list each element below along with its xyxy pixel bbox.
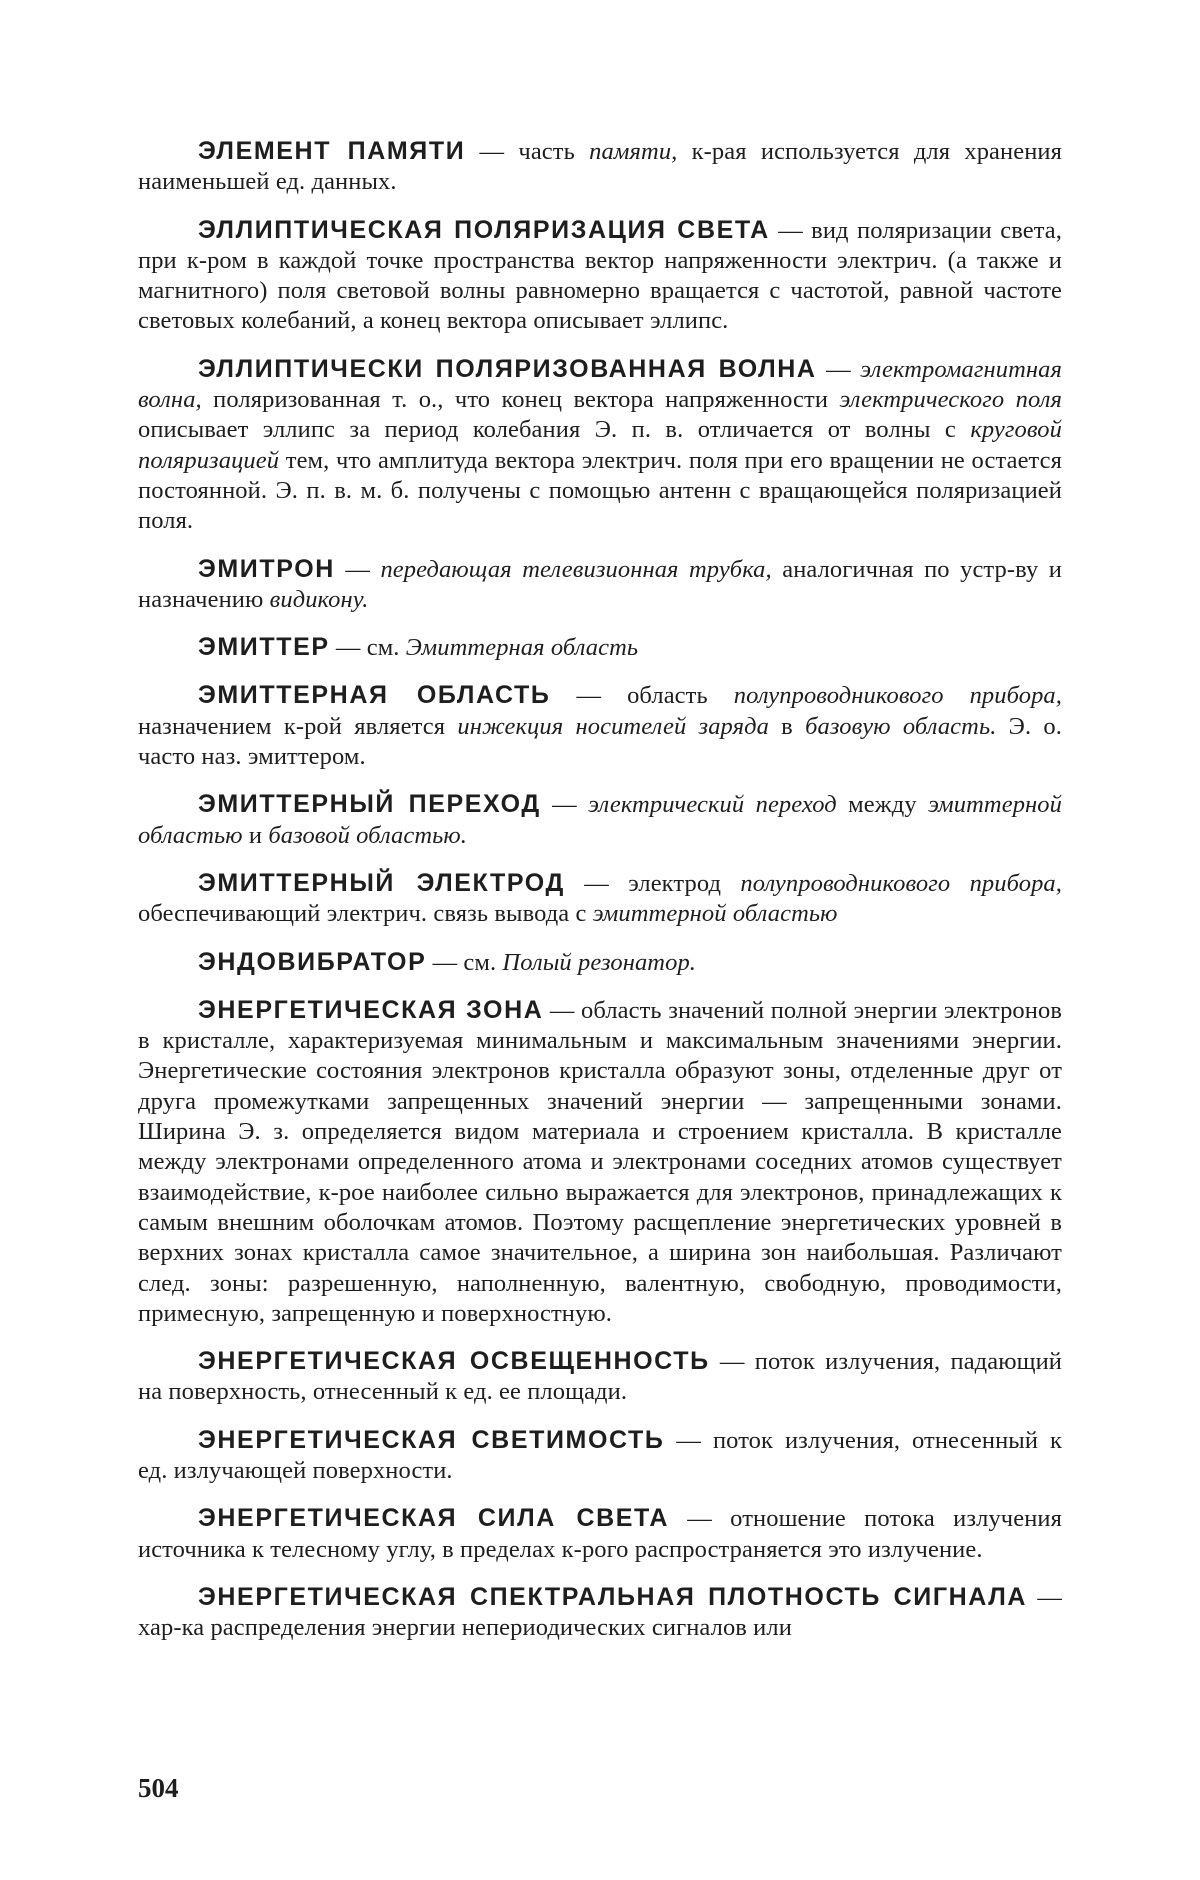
entry-text: описывает эллипс за период колебания Э. п. в. отличается от волны с (138, 416, 971, 444)
entry-text: обеспечивающий электрич. связь вывода с (138, 900, 593, 928)
entry-text: к-рая используется для хранения наименьшей ед. данных. (138, 138, 1062, 196)
entry-text: тем, что амплитуда вектора электрич. поля при его вращении не остается постоянной. Э. п. в. м. б. получены с помощью антенн с вращающейся поляризацией поля. (138, 446, 1062, 535)
entry-term: ЭМИТРОН (198, 554, 335, 583)
cross-reference: базовую область. (805, 712, 997, 740)
entry-text: — поток излучения, отнесенный к ед. излучающей поверхности. (138, 1426, 1063, 1484)
entry-term: ЭНДОВИБРАТОР (198, 947, 427, 976)
cross-reference: электрического поля (839, 386, 1062, 414)
entry-text: — хар-ка распределения энергии непериодических сигналов или (138, 1583, 1062, 1642)
entry-list (138, 136, 1062, 1643)
cross-reference: Эмиттерная область (405, 634, 639, 662)
entry-text: — см. (329, 634, 406, 662)
entry-text: — часть (465, 138, 590, 165)
entry-term: ЭЛЛИПТИЧЕСКИ ПОЛЯРИЗОВАННАЯ ВОЛНА (198, 354, 817, 383)
entry-text: Э. о. часто наз. эмиттером. (138, 712, 1063, 771)
cross-reference: видикону. (269, 585, 369, 613)
cross-reference: Полый резонатор. (502, 948, 697, 976)
entry-text: — область значений полной энергии электронов в кристалле, характеризуемая минимальным и максимальным значениями энергии. Энергетические состояния электронов кристалла образуют зоны, отделенные друг от друга промежутками запрещенных значений энергии — запрещенными зонами. Ширина Э. з. определяется видом материала и строением кристалла. В кристалле между электронами определенного атома и электронами соседних атомов существует взаимодействие, к-рое наиболее сильно выражается для электронов, принадлежащих к самым внешним оболочкам атомов. Поэтому расщепление энергетических уровней в верхних зонах кристалла самое значительное, а ширина зон наибольшая. Различают след. зоны: разрешенную, наполненную, валентную, свободную, проводимости, примесную, запрещенную и поверхностную. (138, 996, 1063, 1327)
entry-text: в (768, 712, 806, 740)
entry-term: ЭМИТТЕРНЫЙ ЭЛЕКТРОД (198, 868, 565, 897)
entry-text: — см. (426, 948, 503, 976)
cross-reference: круговой поляризацией (138, 416, 1062, 474)
cross-reference: базовой областью. (268, 821, 468, 849)
dictionary-entry (138, 789, 1062, 851)
entry-text: аналогичная по устр-ву и назначению (138, 555, 1062, 613)
dictionary-entry (138, 680, 1062, 772)
dictionary-entry (138, 136, 1062, 198)
dictionary-entry (138, 868, 1062, 930)
cross-reference: эмиттерной областью (138, 791, 1062, 849)
entry-term: ЭМИТТЕР (198, 633, 330, 662)
entry-term: ЭНЕРГЕТИЧЕСКАЯ ОСВЕЩЕННОСТЬ (198, 1347, 710, 1376)
cross-reference: электрический переход (588, 791, 837, 819)
entry-term: ЭНЕРГЕТИЧЕСКАЯ СВЕТИМОСТЬ (198, 1425, 665, 1454)
entry-text: — вид поляризации света, при к-ром в каждой точке пространства вектор напряженности электрич. (а также и магнитного) поля световой волны равномерно вращается с частотой, равной частоте световых колебаний, а конец вектора описывает эллипс. (138, 216, 1062, 335)
cross-reference: инжекция носителей заряда (457, 712, 769, 740)
entry-text: — (816, 355, 861, 383)
cross-reference: полупроводникового прибора, (740, 869, 1063, 897)
cross-reference: памяти, (589, 138, 678, 165)
dictionary-entry (138, 1425, 1062, 1487)
entry-term: ЭМИТТЕРНАЯ ОБЛАСТЬ (198, 681, 551, 710)
entry-text: и (242, 821, 269, 849)
entry-text: — (334, 555, 381, 583)
dictionary-entry (138, 554, 1062, 616)
entry-term: ЭНЕРГЕТИЧЕСКАЯ ЗОНА (198, 995, 544, 1024)
page-number: 504 (138, 1773, 179, 1803)
entry-text: между (836, 791, 929, 819)
entry-term: ЭЛЛИПТИЧЕСКАЯ ПОЛЯРИЗАЦИЯ СВЕТА (198, 215, 770, 244)
entry-term: ЭЛЕМЕНТ ПАМЯТИ (198, 137, 466, 165)
dictionary-entry (138, 1503, 1062, 1565)
entry-text: — поток излучения, падающий на поверхность, отнесенный к ед. ее площади. (138, 1348, 1063, 1406)
entry-term: ЭНЕРГЕТИЧЕСКАЯ СПЕКТРАЛЬНАЯ ПЛОТНОСТЬ СИГНАЛА (198, 1582, 1028, 1611)
entry-text: — (540, 791, 589, 819)
dictionary-entry (138, 632, 1062, 663)
dictionary-entry (138, 1582, 1062, 1644)
cross-reference: полупроводникового прибора, (733, 682, 1063, 710)
entry-text: — электрод (564, 869, 741, 897)
entry-text: — отношение потока излучения источника к телесному углу, в пределах к-рого распространяется это излучение. (138, 1505, 1062, 1563)
cross-reference: эмиттерной областью (592, 900, 838, 928)
dictionary-entry (138, 354, 1062, 537)
entry-term: ЭНЕРГЕТИЧЕСКАЯ СИЛА СВЕТА (198, 1504, 670, 1533)
entry-text: поляризованная т. о., что конец вектора напряженности (201, 386, 840, 414)
dictionary-entry (138, 1346, 1062, 1408)
entry-text: — область (550, 682, 734, 710)
dictionary-entry (138, 947, 1062, 978)
entry-term: ЭМИТТЕРНЫЙ ПЕРЕХОД (198, 790, 541, 819)
cross-reference: передающая телевизионная трубка, (380, 555, 772, 583)
dictionary-entry (138, 215, 1062, 337)
entry-text: назначением к-рой является (138, 712, 458, 740)
cross-reference: электромагнитная волна, (138, 355, 1062, 414)
dictionary-entry (138, 995, 1062, 1329)
